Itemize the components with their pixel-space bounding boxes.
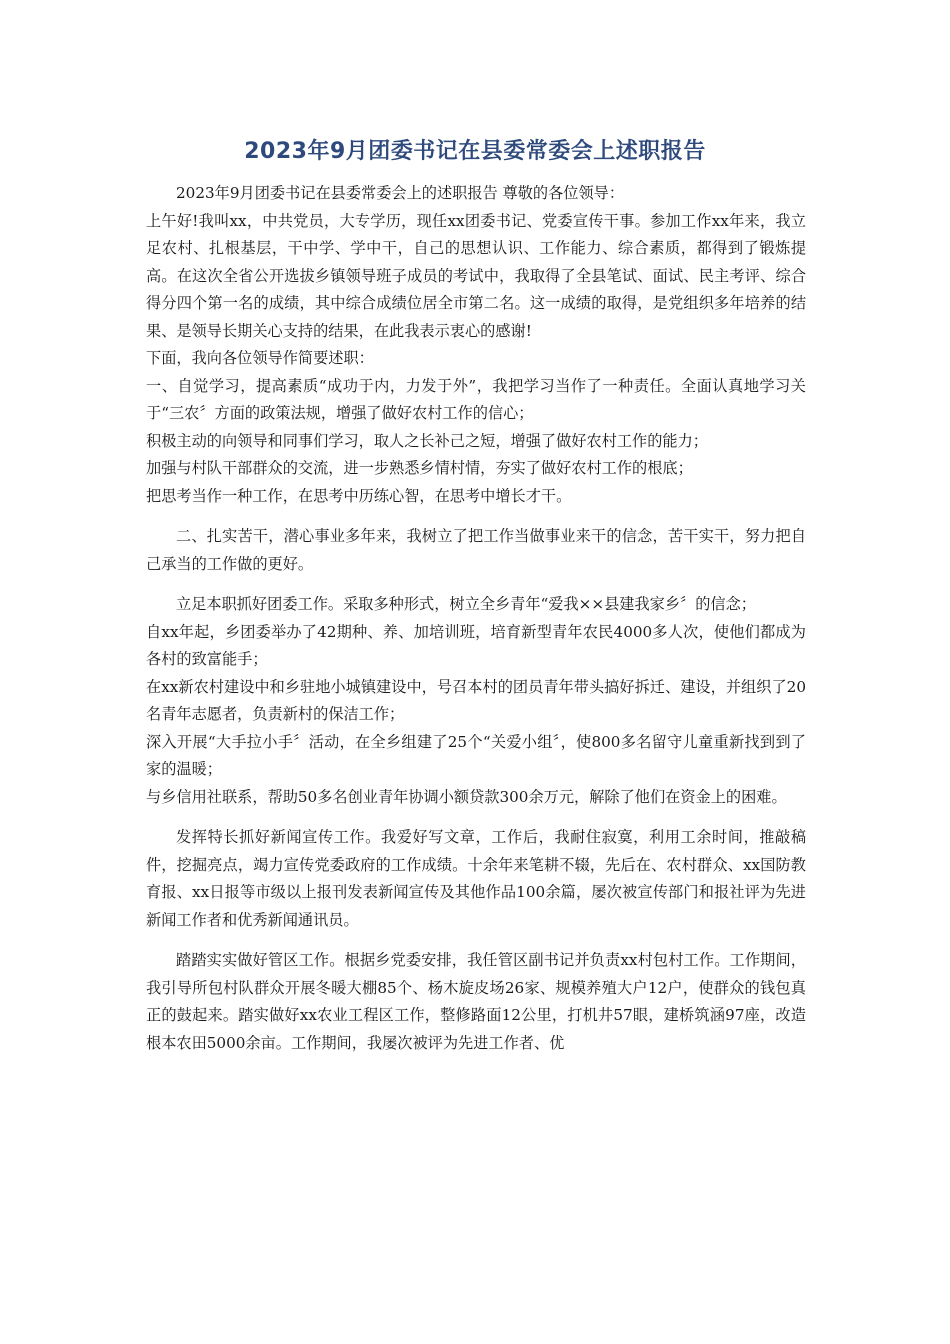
- paragraph-thinking: 把思考当作一种工作，在思考中历练心智，在思考中增长才干。: [146, 486, 572, 505]
- paragraph-intro: 2023年9月团委书记在县委常委会上的述职报告 尊敬的各位领导：: [176, 184, 625, 202]
- paragraph-learn-colleagues: 积极主动的向领导和同事们学习，取人之长补己之短，增强了做好农村工作的能力；: [146, 431, 708, 450]
- paragraph-publicity: 发挥特长抓好新闻宣传工作。我爱好写文章，工作后，我耐住寂寞，利用工余时间，推敲稿件，挖掘亮点，竭力宣传党委政府的工作成绩。十余年来笔耕不辍，先后在、农村群众、xx国防教育报、xx日报等市级以上报刊发表新闻宣传及其他作品100余篇，屡次被宣传部门和报社评为先进新闻工作者和优秀新闻通讯员。: [146, 828, 806, 929]
- paragraph-loans: 与乡信用社联系，帮助50多名创业青年协调小额贷款300余万元，解除了他们在资金上的困难。: [146, 787, 787, 806]
- paragraph-greeting: 上午好!我叫xx，中共党员，大专学历，现任xx团委书记、党委宣传干事。参加工作xx年来，我立足农村、扎根基层，干中学、学中干，自己的思想认识、工作能力、综合素质，都得到了锻炼提高。在这次全省公开选拔乡镇领导班子成员的考试中，我取得了全县笔试、面试、民主考评、综合得分四个第一名的成绩，其中综合成绩位居全市第二名。这一成绩的取得，是党组织多年培养的结果、是领导长期关心支持的结果，在此我表示衷心的感谢!: [146, 211, 806, 340]
- paragraph-section-two: 二、扎实苦干，潜心事业多年来，我树立了把工作当做事业来干的信念，苦干实干，努力把自己承当的工作做的更好。: [146, 527, 806, 573]
- paragraph-new-village: 在xx新农村建设中和乡驻地小城镇建设中，号召本村的团员青年带头搞好拆迁、建设，并组织了20名青年志愿者，负责新村的保洁工作；: [146, 677, 806, 723]
- paragraph-youth-league: 立足本职抓好团委工作。采取多种形式，树立全乡青年“爱我××县建我家乡〞的信念；: [176, 595, 756, 613]
- paragraph-transition: 下面，我向各位领导作简要述职：: [146, 349, 374, 367]
- paragraph-district-work: 踏踏实实做好管区工作。根据乡党委安排，我任管区副书记并负责xx村包村工作。工作期间，我引导所包村队群众开展冬暖大棚85个、杨木旋皮场26家、规模养殖大户12户，使群众的钱包真正的鼓起来。踏实做好xx农业工程区工作，整修路面12公里，打机井57眼，建桥筑涵97座，改造根本农田5000余亩。工作期间，我屡次被评为先进工作者、优: [146, 951, 806, 1052]
- paragraph-training: 自xx年起，乡团委举办了42期种、养、加培训班，培育新型青年农民4000多人次，使他们都成为各村的致富能手；: [146, 622, 806, 668]
- document-title: 2023年9月团委书记在县委常委会上述职报告: [244, 139, 706, 164]
- paragraph-left-behind-children: 深入开展“大手拉小手〞活动，在全乡组建了25个“关爱小组〞，使800多名留守儿童重新找到到了家的温暖；: [146, 732, 806, 778]
- paragraph-section-one: 一、自觉学习，提高素质“成功于内，力发于外”，我把学习当作了一种责任。全面认真地学习关于“三农〞方面的政策法规，增强了做好农村工作的信心；: [146, 376, 806, 422]
- document-body: [146, 180, 806, 1057]
- paragraph-communication: 加强与村队干部群众的交流，进一步熟悉乡情村情，夯实了做好农村工作的根底；: [146, 459, 693, 477]
